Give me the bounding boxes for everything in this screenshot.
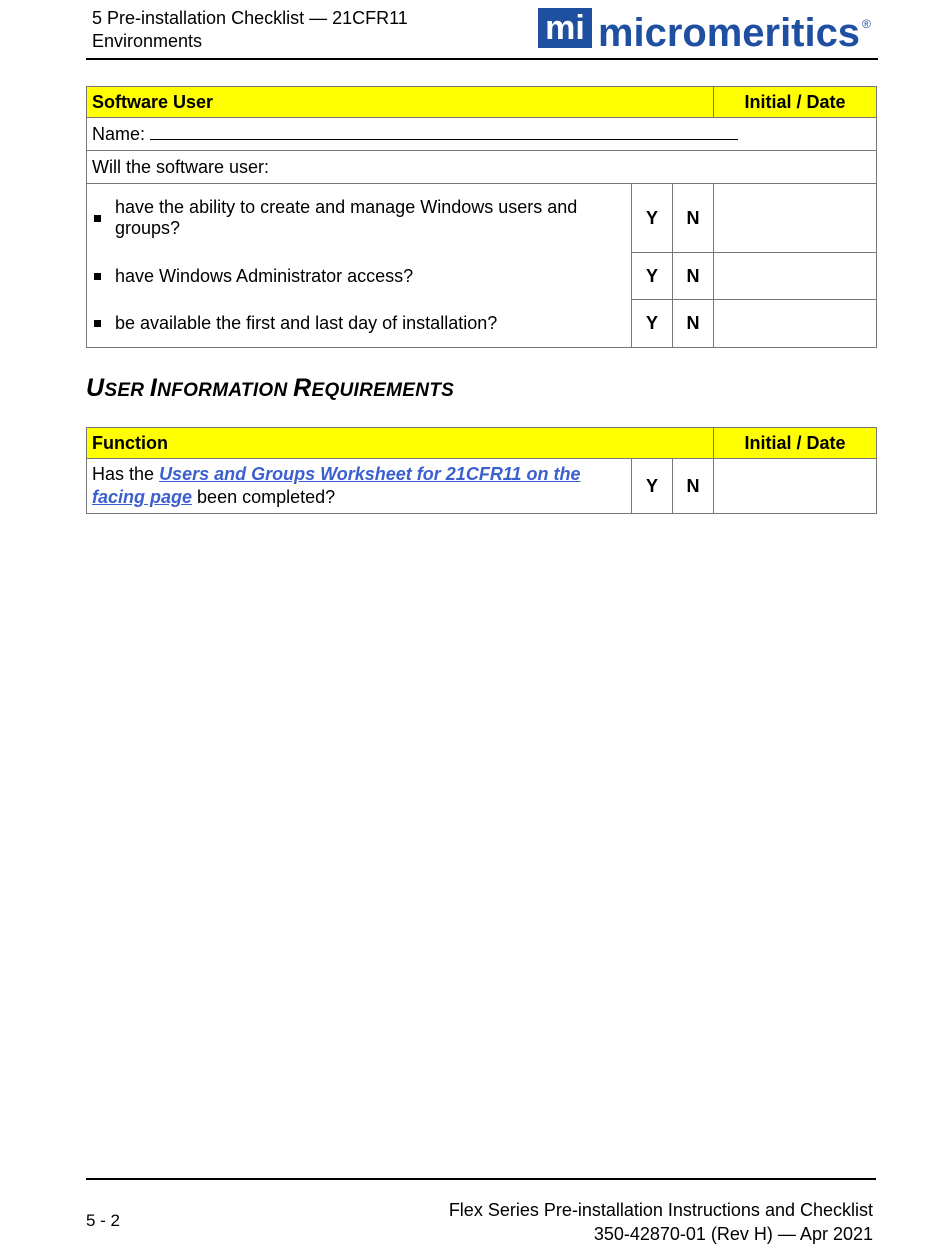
software-user-heading: Software User — [87, 87, 714, 118]
bullet-icon — [94, 215, 101, 222]
registered-mark: ® — [862, 17, 871, 31]
brand-mark: mi — [545, 9, 585, 47]
header-divider — [86, 58, 878, 60]
table-row — [87, 184, 877, 253]
name-label: Name: — [92, 123, 146, 144]
micromeritics-logo — [538, 6, 878, 52]
no-option[interactable]: N — [673, 459, 714, 514]
question-cell: have Windows Administrator access? — [87, 253, 632, 300]
name-row — [87, 118, 877, 151]
bullet-icon — [94, 320, 101, 327]
table-row — [87, 253, 877, 300]
initial-date-cell[interactable] — [714, 253, 877, 300]
initial-date-cell[interactable] — [714, 184, 877, 253]
initial-date-cell[interactable] — [714, 300, 877, 348]
page-number: 5 - 2 — [86, 1211, 121, 1230]
function-heading: Function — [87, 428, 714, 459]
question-cell: be available the first and last day of installation? — [87, 300, 632, 348]
chapter-title-line2: Environments — [92, 31, 203, 51]
worksheet-link[interactable]: Users and Groups Worksheet for 21CFR11 on the facing page — [92, 464, 581, 507]
table-row — [87, 459, 877, 514]
running-header — [92, 7, 408, 53]
yes-option[interactable]: Y — [632, 300, 673, 348]
yes-option[interactable]: Y — [632, 184, 673, 253]
bullet-icon — [94, 273, 101, 280]
no-option[interactable]: N — [673, 253, 714, 300]
brand-name: micromeritics — [598, 11, 860, 52]
function-question-cell: Has the Users and Groups Worksheet for 21CFR11 on the facing page been completed? — [87, 459, 632, 514]
initial-date-cell[interactable] — [714, 459, 877, 514]
question-prompt: Will the software user: — [87, 151, 877, 184]
chapter-title-line1: 5 Pre-installation Checklist — 21CFR11 — [92, 8, 408, 28]
question-cell: have the ability to create and manage Windows users and groups? — [87, 184, 632, 253]
yes-option[interactable]: Y — [632, 459, 673, 514]
yes-option[interactable]: Y — [632, 253, 673, 300]
footer-doc-info — [449, 1198, 873, 1246]
document-title: Flex Series Pre-installation Instructions and Checklist — [448, 1200, 873, 1220]
function-table — [86, 427, 877, 514]
initial-date-heading: Initial / Date — [714, 428, 877, 459]
table-row — [87, 300, 877, 348]
table-header-row — [87, 428, 877, 459]
name-field-line[interactable] — [150, 125, 738, 140]
document-number: 350-42870-01 (Rev H) — Apr 2021 — [593, 1224, 873, 1244]
no-option[interactable]: N — [673, 300, 714, 348]
section-heading: USER INFORMATION REQUIREMENTS — [86, 374, 455, 402]
initial-date-heading: Initial / Date — [714, 87, 877, 118]
no-option[interactable]: N — [673, 184, 714, 253]
prompt-row — [87, 151, 877, 184]
software-user-table — [86, 86, 877, 348]
table-header-row — [87, 87, 877, 118]
footer-divider — [86, 1178, 876, 1180]
